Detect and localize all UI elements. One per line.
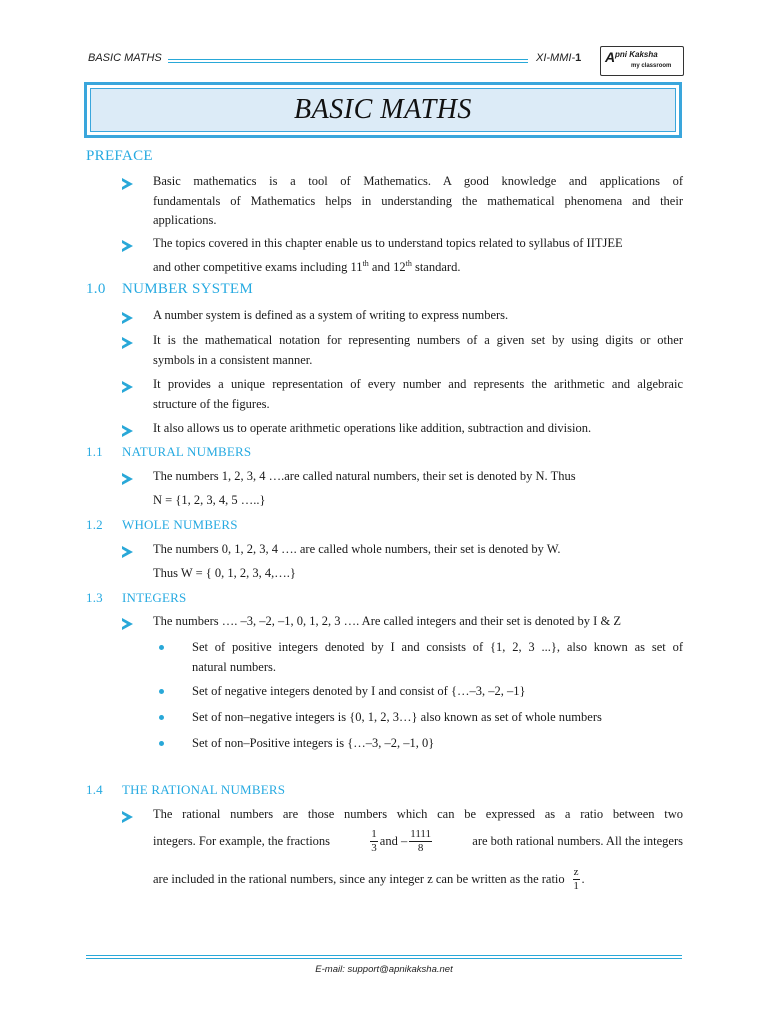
section-title: INTEGERS — [122, 590, 187, 605]
header-subject: BASIC MATHS — [88, 52, 162, 64]
arrow-bullet-icon — [122, 381, 133, 393]
page-title: BASIC MATHS — [294, 94, 472, 125]
preface-p1-line2: fundamentals of Mathematics helps in understanding the mathematical phenomena and their — [153, 193, 683, 208]
logo-mark: A — [605, 49, 616, 65]
natural-numbers-line1: The numbers 1, 2, 3, 4 ….are called natural numbers, their set is denoted by N. Thus — [153, 469, 576, 483]
number-system-b2-line1: It is the mathematical notation for representing numbers of a given set by using digits or other — [153, 333, 683, 347]
text-span: and other competitive exams including 11 — [153, 260, 363, 275]
apni-kaksha-logo — [600, 46, 684, 76]
logo-name: pni Kaksha — [615, 50, 658, 59]
arrow-bullet-icon — [122, 425, 133, 437]
number-system-b3-line1: It provides a unique representation of every number and represents the arithmetic and algebraic — [153, 377, 683, 391]
numerator: 1111 — [410, 828, 432, 840]
text-span: and 12 — [368, 260, 406, 275]
arrow-bullet-icon — [122, 811, 133, 823]
footer-rule-2 — [86, 958, 682, 959]
numerator: 1 — [371, 828, 377, 840]
arrow-bullet-icon — [122, 312, 133, 324]
preface-p1-line1: Basic mathematics is a tool of Mathematics. A good knowledge and applications of — [153, 174, 683, 188]
text-span: . — [581, 871, 585, 886]
section-1-4-heading — [86, 782, 285, 798]
section-1-2-heading — [86, 517, 238, 533]
section-title: WHOLE NUMBERS — [122, 517, 238, 532]
arrow-bullet-icon — [122, 178, 133, 190]
preface-p2-line1: The topics covered in this chapter enable us to understand topics related to syllabus of IITJEE — [153, 236, 623, 250]
superscript: th — [405, 259, 412, 268]
section-number: 1.0 — [86, 281, 106, 297]
text-span: are included in the rational numbers, since any integer z can be written as the ratio — [153, 871, 565, 886]
section-title: NATURAL NUMBERS — [122, 444, 252, 459]
section-title: NUMBER SYSTEM — [122, 281, 254, 297]
page-number: 1 — [575, 52, 582, 64]
text-span: are both rational numbers. All the integers — [472, 833, 683, 848]
logo-tagline: my classroom — [631, 63, 672, 69]
integers-non-negative: Set of non–negative integers is {0, 1, 2, 3…} also known as set of whole numbers — [192, 710, 602, 724]
rational-line1: The rational numbers are those numbers which can be expressed as a ratio between two — [153, 807, 683, 821]
section-1-1-heading — [86, 444, 251, 460]
arrow-bullet-icon — [122, 240, 133, 252]
section-number: 1.1 — [86, 444, 103, 459]
fraction-z-over-1 — [573, 866, 580, 893]
fraction-group — [368, 828, 434, 855]
header-code-text: XI-MMI- — [536, 52, 576, 64]
denominator: 8 — [417, 842, 424, 854]
section-number: 1.3 — [86, 590, 103, 605]
title-inner — [90, 88, 676, 132]
number-system-b2-line2: symbols in a consistent manner. — [153, 352, 313, 367]
integers-line1: The numbers …. –3, –2, –1, 0, 1, 2, 3 …. Are called integers and their set is denoted by I & Z — [153, 614, 621, 628]
header-rule — [168, 59, 528, 60]
number-system-b4: It also allows us to operate arithmetic operations like addition, subtraction and division. — [153, 421, 592, 435]
numerator: z — [573, 866, 579, 878]
preface-p1-line3: applications. — [153, 213, 217, 227]
arrow-bullet-icon — [122, 618, 133, 630]
preface-p2-line2 — [153, 254, 683, 278]
footer-rule — [86, 955, 682, 956]
section-number: 1.2 — [86, 517, 103, 532]
number-system-b3-line2: structure of the figures. — [153, 396, 270, 411]
arrow-bullet-icon — [122, 546, 133, 558]
integers-positive-line2: natural numbers. — [192, 659, 277, 674]
whole-numbers-set: Thus W = { 0, 1, 2, 3, 4,….} — [153, 566, 296, 580]
dot-bullet-icon — [159, 741, 164, 746]
header-code — [536, 52, 581, 64]
fraction-1111-eighths — [409, 828, 432, 855]
text-span: and – — [379, 833, 408, 848]
integers-positive-line1: Set of positive integers denoted by I and consists of {1, 2, 3 ...}, also known as set of — [192, 640, 683, 654]
section-1-3-heading — [86, 590, 186, 606]
dot-bullet-icon — [159, 715, 164, 720]
section-title: THE RATIONAL NUMBERS — [122, 782, 286, 797]
footer-email: E-mail: support@apnikaksha.net — [315, 964, 453, 975]
section-1-0-heading — [86, 281, 253, 298]
arrow-bullet-icon — [122, 337, 133, 349]
denominator: 1 — [573, 880, 579, 892]
title-box — [84, 82, 682, 138]
rational-line2 — [153, 828, 683, 855]
arrow-bullet-icon — [122, 473, 133, 485]
denominator: 3 — [371, 842, 377, 854]
preface-heading: PREFACE — [86, 148, 153, 164]
natural-numbers-set: N = {1, 2, 3, 4, 5 …..} — [153, 493, 266, 507]
text-span: integers. For example, the fractions — [153, 833, 331, 848]
dot-bullet-icon — [159, 645, 164, 650]
dot-bullet-icon — [159, 689, 164, 694]
number-system-b1: A number system is defined as a system of writing to express numbers. — [153, 308, 509, 322]
text-span: standard. — [411, 260, 461, 275]
whole-numbers-line1: The numbers 0, 1, 2, 3, 4 …. are called whole numbers, their set is denoted by W. — [153, 542, 561, 556]
rational-line3 — [153, 866, 683, 893]
fraction-one-third — [370, 828, 378, 855]
superscript: th — [362, 259, 369, 268]
integers-non-positive: Set of non–Positive integers is {…–3, –2, –1, 0} — [192, 736, 435, 750]
header-rule-2 — [168, 62, 528, 63]
integers-negative: Set of negative integers denoted by I and consist of {…–3, –2, –1} — [192, 684, 526, 698]
section-number: 1.4 — [86, 782, 103, 797]
